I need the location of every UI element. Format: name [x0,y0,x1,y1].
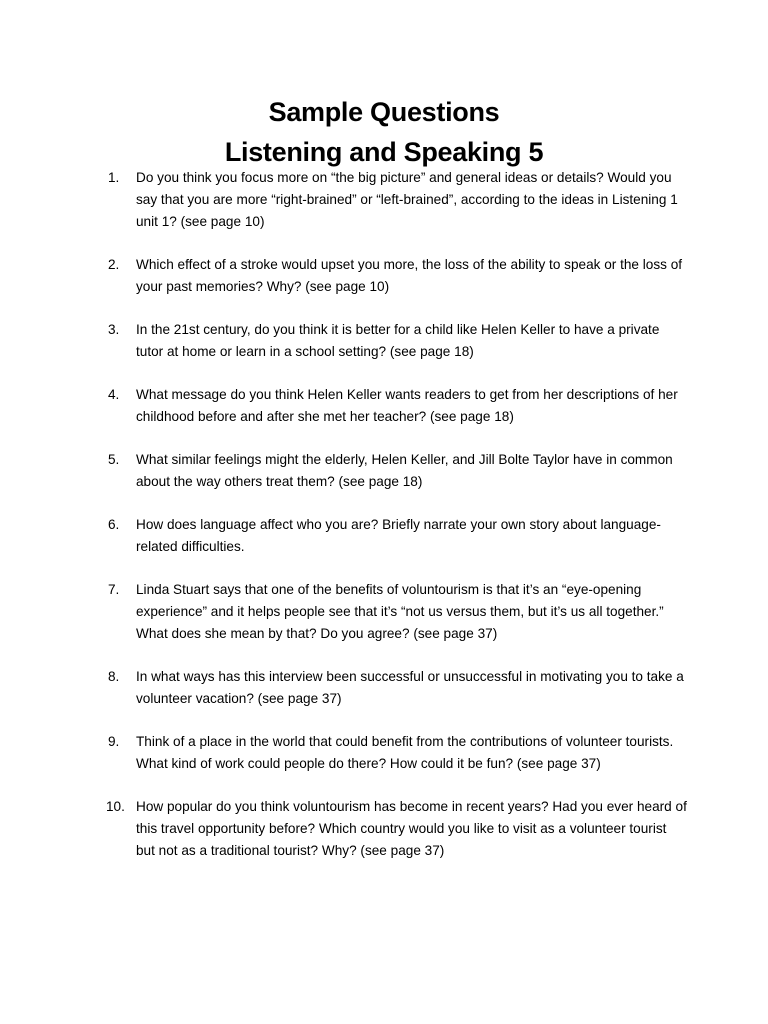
question-number: 5. [108,452,120,467]
question-item [108,384,688,428]
question-text: Do you think you focus more on “the big picture” and general ideas or details? Would you say that you are more “right-brained” or “left-brained”, according to the ideas in Listening 1 unit 1? (see page 10) [136,170,678,229]
question-text: How does language affect who you are? Briefly narrate your own story about language-related difficulties. [136,517,661,554]
question-number: 1. [108,170,120,185]
question-number: 4. [108,387,120,402]
question-item [108,254,688,298]
question-text: Think of a place in the world that could benefit from the contributions of volunteer tourists. What kind of work could people do there? How could it be fun? (see page 37) [136,734,674,771]
question-number: 2. [108,257,120,272]
question-item [108,514,688,558]
question-text: Linda Stuart says that one of the benefits of voluntourism is that it’s an “eye-opening experience” and it helps people see that it’s “not us versus them, but it’s us all together.” What does she mean by that? Do you agree? (see page 37) [136,582,664,641]
document-title: Sample Questions [268,97,500,127]
question-number: 9. [108,734,120,749]
question-number: 3. [108,322,120,337]
question-number: 6. [108,517,120,532]
question-list [108,167,688,883]
question-item [108,731,688,775]
question-text: What message do you think Helen Keller wants readers to get from her descriptions of her childhood before and after she met her teacher? (see page 18) [136,387,678,424]
question-text: In the 21st century, do you think it is better for a child like Helen Keller to have a private tutor at home or learn in a school setting? (see page 18) [136,322,660,359]
question-number: 10. [106,799,125,814]
question-text: Which effect of a stroke would upset you more, the loss of the ability to speak or the loss of your past memories? Why? (see page 10) [136,257,683,294]
question-item [108,167,688,233]
question-item [108,449,688,493]
question-item [108,796,688,862]
document-subtitle: Listening and Speaking 5 [224,137,544,167]
question-number: 7. [108,582,120,597]
question-item [108,666,688,710]
question-item [108,579,688,645]
question-text: How popular do you think voluntourism has become in recent years? Had you ever heard of this travel opportunity before? Which country would you like to visit as a volunteer tourist but not as a traditional tourist? Why? (see page 37) [136,799,687,858]
question-text: In what ways has this interview been successful or unsuccessful in motivating you to take a volunteer vacation? (see page 37) [136,669,684,706]
question-item [108,319,688,363]
question-number: 8. [108,669,120,684]
question-text: What similar feelings might the elderly, Helen Keller, and Jill Bolte Taylor have in common about the way others treat them? (see page 18) [136,452,673,489]
